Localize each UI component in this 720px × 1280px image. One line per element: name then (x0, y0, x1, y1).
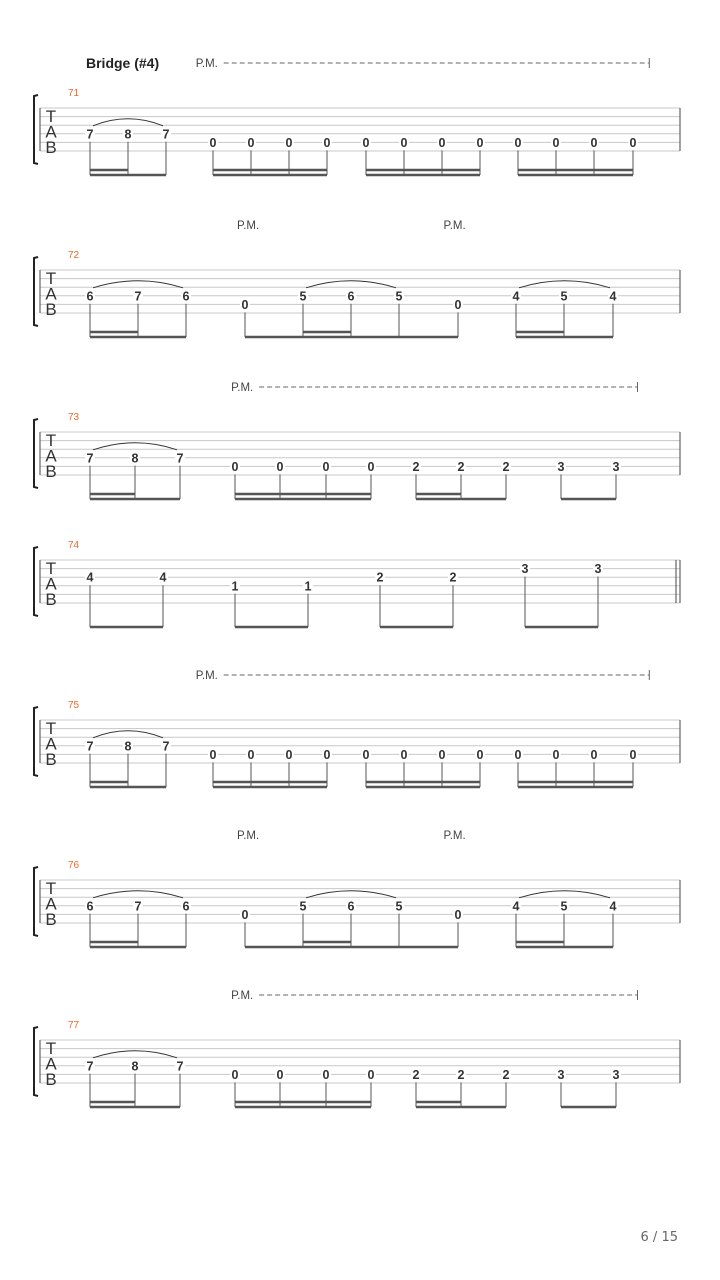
page-indicator: 6 / 15 (640, 1230, 678, 1245)
system-bracket (34, 257, 38, 326)
tab-system (34, 830, 680, 947)
fret-number: 0 (247, 747, 255, 762)
tab-clef-letter: A (45, 574, 57, 594)
fret-number: 0 (476, 747, 484, 762)
system-bracket (34, 1027, 38, 1096)
palm-mute-label: P.M. (237, 220, 260, 232)
fret-number: 0 (438, 747, 446, 762)
tab-clef-letter: B (45, 750, 57, 769)
fret-number: 5 (299, 289, 307, 304)
fret-number: 0 (362, 747, 370, 762)
fret-number: 7 (176, 451, 184, 466)
tab-clef-letter: B (45, 462, 57, 481)
fret-number: 8 (131, 451, 139, 466)
measure-number: 71 (68, 88, 80, 99)
fret-number: 0 (590, 747, 598, 762)
palm-mute-label: P.M. (443, 830, 466, 842)
tab-clef-letter: T (45, 879, 57, 898)
tab-clef-letter: T (45, 431, 57, 450)
fret-number: 2 (412, 459, 420, 474)
fret-number: 6 (86, 289, 94, 304)
fret-number: 0 (400, 747, 408, 762)
fret-number: 3 (521, 562, 529, 577)
fret-number: 7 (86, 127, 94, 142)
fret-number: 4 (512, 289, 520, 304)
fret-number: 5 (395, 289, 403, 304)
fret-number: 2 (457, 1067, 465, 1082)
system-bracket (34, 547, 38, 616)
fret-number: 5 (560, 289, 568, 304)
fret-number: 3 (594, 562, 602, 577)
fret-number: 0 (552, 135, 560, 150)
fret-number: 2 (376, 570, 384, 585)
tab-system (34, 670, 680, 787)
fret-number: 0 (247, 135, 255, 150)
section-title: Bridge (#4) (86, 55, 160, 71)
fret-number: 0 (285, 135, 293, 150)
tab-clef-letter: A (45, 1054, 57, 1074)
tab-system (34, 990, 680, 1107)
fret-number: 0 (629, 135, 637, 150)
measure-number: 76 (68, 860, 80, 871)
fret-number: 3 (557, 459, 565, 474)
fret-number: 0 (400, 135, 408, 150)
tab-system (34, 540, 680, 627)
fret-number: 6 (347, 289, 355, 304)
tab-clef-letter: T (45, 1039, 57, 1058)
tab-clef-letter: T (45, 719, 57, 738)
fret-number: 0 (241, 297, 249, 312)
tab-clef-letter: A (45, 284, 57, 304)
fret-number: 0 (285, 747, 293, 762)
fret-number: 0 (629, 747, 637, 762)
fret-number: 0 (476, 135, 484, 150)
fret-number: 8 (124, 739, 132, 754)
fret-number: 0 (454, 907, 462, 922)
fret-number: 7 (134, 289, 142, 304)
fret-number: 4 (159, 570, 167, 585)
tab-clef-letter: B (45, 590, 57, 609)
fret-number: 0 (514, 135, 522, 150)
fret-number: 0 (276, 1067, 284, 1082)
fret-number: 0 (454, 297, 462, 312)
fret-number: 0 (323, 747, 331, 762)
fret-number: 4 (86, 570, 94, 585)
fret-number: 1 (304, 579, 312, 594)
fret-number: 0 (362, 135, 370, 150)
system-bracket (34, 707, 38, 776)
tab-clef-letter: T (45, 269, 57, 288)
fret-number: 2 (412, 1067, 420, 1082)
tab-clef-letter: B (45, 910, 57, 929)
fret-number: 0 (276, 459, 284, 474)
measure-number: 72 (68, 250, 80, 261)
system-bracket (34, 95, 38, 164)
fret-number: 0 (231, 459, 239, 474)
fret-number: 3 (612, 459, 620, 474)
fret-number: 0 (231, 1067, 239, 1082)
measure-number: 73 (68, 412, 80, 423)
fret-number: 6 (182, 899, 190, 914)
fret-number: 0 (514, 747, 522, 762)
fret-number: 7 (162, 739, 170, 754)
fret-number: 7 (86, 739, 94, 754)
fret-number: 7 (162, 127, 170, 142)
fret-number: 6 (182, 289, 190, 304)
palm-mute-label: P.M. (443, 220, 466, 232)
tab-clef-letter: T (45, 559, 57, 578)
fret-number: 7 (86, 1059, 94, 1074)
fret-number: 0 (438, 135, 446, 150)
palm-mute-label: P.M. (237, 830, 260, 842)
tab-clef-letter: B (45, 138, 57, 157)
fret-number: 2 (502, 459, 510, 474)
fret-number: 0 (322, 1067, 330, 1082)
fret-number: 0 (209, 135, 217, 150)
fret-number: 0 (323, 135, 331, 150)
palm-mute-label: P.M. (195, 58, 218, 70)
fret-number: 0 (590, 135, 598, 150)
fret-number: 4 (609, 289, 617, 304)
tab-system (34, 220, 680, 337)
fret-number: 3 (557, 1067, 565, 1082)
fret-number: 2 (449, 570, 457, 585)
fret-number: 5 (299, 899, 307, 914)
fret-number: 8 (131, 1059, 139, 1074)
fret-number: 4 (609, 899, 617, 914)
fret-number: 4 (512, 899, 520, 914)
tab-system (34, 382, 680, 499)
tab-system (34, 58, 680, 175)
palm-mute-label: P.M. (195, 670, 218, 682)
system-bracket (34, 867, 38, 936)
tab-clef-letter: A (45, 122, 57, 142)
tab-clef-letter: A (45, 894, 57, 914)
fret-number: 0 (367, 459, 375, 474)
tab-clef-letter: B (45, 300, 57, 319)
tab-clef-letter: T (45, 107, 57, 126)
fret-number: 6 (86, 899, 94, 914)
measure-number: 74 (68, 540, 80, 551)
measure-number: 75 (68, 700, 80, 711)
fret-number: 8 (124, 127, 132, 142)
fret-number: 0 (552, 747, 560, 762)
fret-number: 0 (322, 459, 330, 474)
fret-number: 2 (502, 1067, 510, 1082)
measure-number: 77 (68, 1020, 80, 1031)
fret-number: 7 (134, 899, 142, 914)
system-bracket (34, 419, 38, 488)
fret-number: 1 (231, 579, 239, 594)
fret-number: 7 (86, 451, 94, 466)
tab-clef-letter: B (45, 1070, 57, 1089)
fret-number: 3 (612, 1067, 620, 1082)
palm-mute-label: P.M. (231, 382, 254, 394)
fret-number: 0 (367, 1067, 375, 1082)
fret-number: 0 (209, 747, 217, 762)
tab-clef-letter: A (45, 446, 57, 466)
palm-mute-label: P.M. (231, 990, 254, 1002)
fret-number: 7 (176, 1059, 184, 1074)
fret-number: 6 (347, 899, 355, 914)
fret-number: 0 (241, 907, 249, 922)
fret-number: 5 (560, 899, 568, 914)
fret-number: 5 (395, 899, 403, 914)
tab-clef-letter: A (45, 734, 57, 754)
fret-number: 2 (457, 459, 465, 474)
